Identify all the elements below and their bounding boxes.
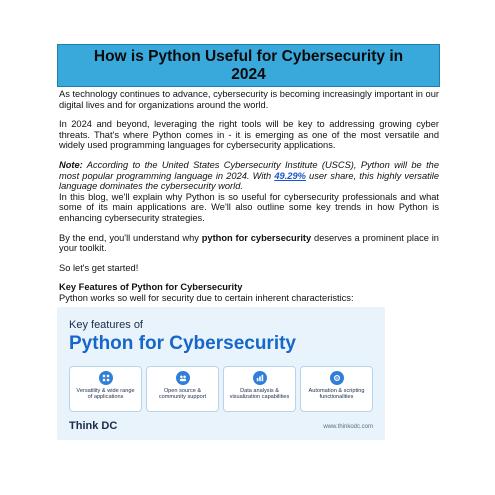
feature-card [146,366,219,412]
user-share-link[interactable]: 49.29% [274,170,306,181]
feature-cards [69,366,373,412]
article-body [59,89,439,304]
python-paragraph: In 2024 and beyond, leveraging the right tools will be key to addressing growing cyber threats. That's where Python comes in - it is emerging as one of the most versatile and widely used programming languages for cybersecurity applications. [59,119,439,151]
intro-paragraph: As technology continues to advance, cybersecurity is becoming increasingly important in our digital lives and for organizations around the world. [59,89,439,110]
website-url: www.thinkodc.com [323,424,373,430]
page-title: How is Python Useful for Cybersecurity in 2024 [93,47,404,83]
get-started-paragraph: So let's get started! [59,262,139,273]
toolkit-text-end: deserves a prominent place in your toolkit. [59,232,439,254]
community-icon [176,371,190,385]
blog-paragraph: In this blog, we'll explain why Python is so useful for cybersecurity professionals and what some of its main applications are. We'll also outline some key trends in how Python is enhancing cybersecurity strategies. [59,191,439,223]
feature-card [69,366,142,412]
section-heading: Key Features of Python for Cybersecurity [59,282,243,293]
feature-image-subtitle: Key features of [69,319,143,331]
thinkodc-logo: Think DC [69,420,118,432]
title-banner [57,44,440,87]
feature-card-label: Data analysis & visualization capabilities [229,388,290,401]
feature-card-label: Open source & community support [158,388,207,401]
note-paragraph [59,160,439,192]
toolkit-paragraph [59,233,439,254]
feature-card-label: Versatility & wide range of applications [76,388,135,401]
versatility-icon [99,371,113,385]
note-label: Note: [59,159,83,170]
feature-card-label: Automation & scripting functionalities [308,388,365,401]
note-text-end: user share, this highly versatile language dominates the cybersecurity world. [59,170,439,192]
note-text: According to the United States Cybersecurity Institute (USCS), Python will be the most popular programming language in 2024. With [59,159,439,181]
key-features-image [57,307,385,440]
automation-icon [330,371,344,385]
python-cybersecurity-link[interactable]: python for cybersecurity [201,232,312,243]
feature-image-title: Python for Cybersecurity [69,333,296,354]
toolkit-text-start: By the end, you'll understand why [59,232,202,243]
feature-card [223,366,296,412]
data-analysis-icon [253,371,267,385]
feature-card [300,366,373,412]
section-intro: Python works so well for security due to certain inherent characteristics: [59,292,354,303]
